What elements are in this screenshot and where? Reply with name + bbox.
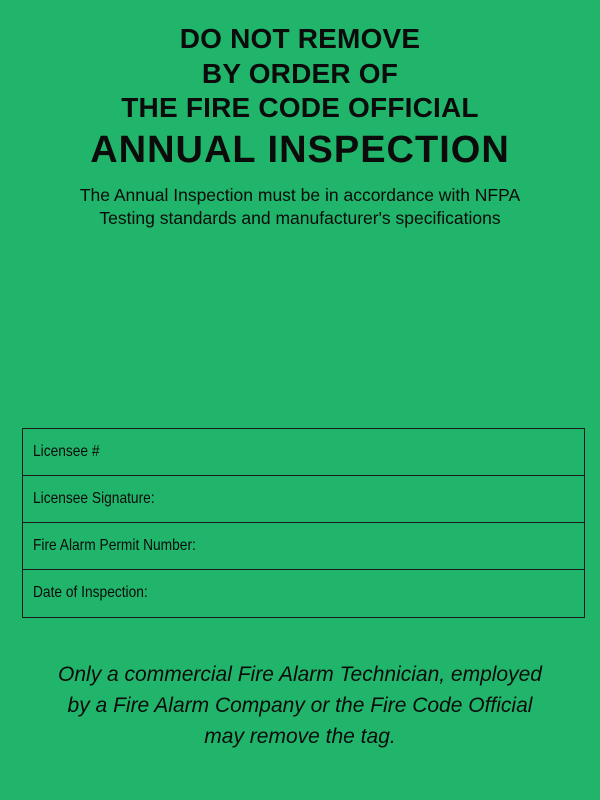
inspection-form [22,428,585,618]
footer-line-2: by a Fire Alarm Company or the Fire Code Official [67,694,533,717]
description-line-2: Testing standards and manufacturer's specifications [99,208,501,228]
licensee-signature-field[interactable] [23,476,584,523]
header-line-3: THE FIRE CODE OFFICIAL [121,92,479,123]
tag-title: ANNUAL INSPECTION [90,129,510,171]
licensee-number-field[interactable] [23,429,584,476]
description-line-1: The Annual Inspection must be in accordance with NFPA [79,185,521,205]
inspection-date-label: Date of Inspection: [33,584,148,601]
licensee-signature-label: Licensee Signature: [33,490,155,507]
footer-line-3: may remove the tag. [204,725,396,748]
licensee-number-label: Licensee # [33,443,100,460]
inspection-date-field[interactable] [23,570,584,617]
permit-number-field[interactable] [23,523,584,570]
footer-line-1: Only a commercial Fire Alarm Technician, employed [58,663,542,686]
header-line-1: DO NOT REMOVE [179,23,421,54]
permit-number-label: Fire Alarm Permit Number: [33,537,196,554]
header-line-2: BY ORDER OF [201,58,399,89]
